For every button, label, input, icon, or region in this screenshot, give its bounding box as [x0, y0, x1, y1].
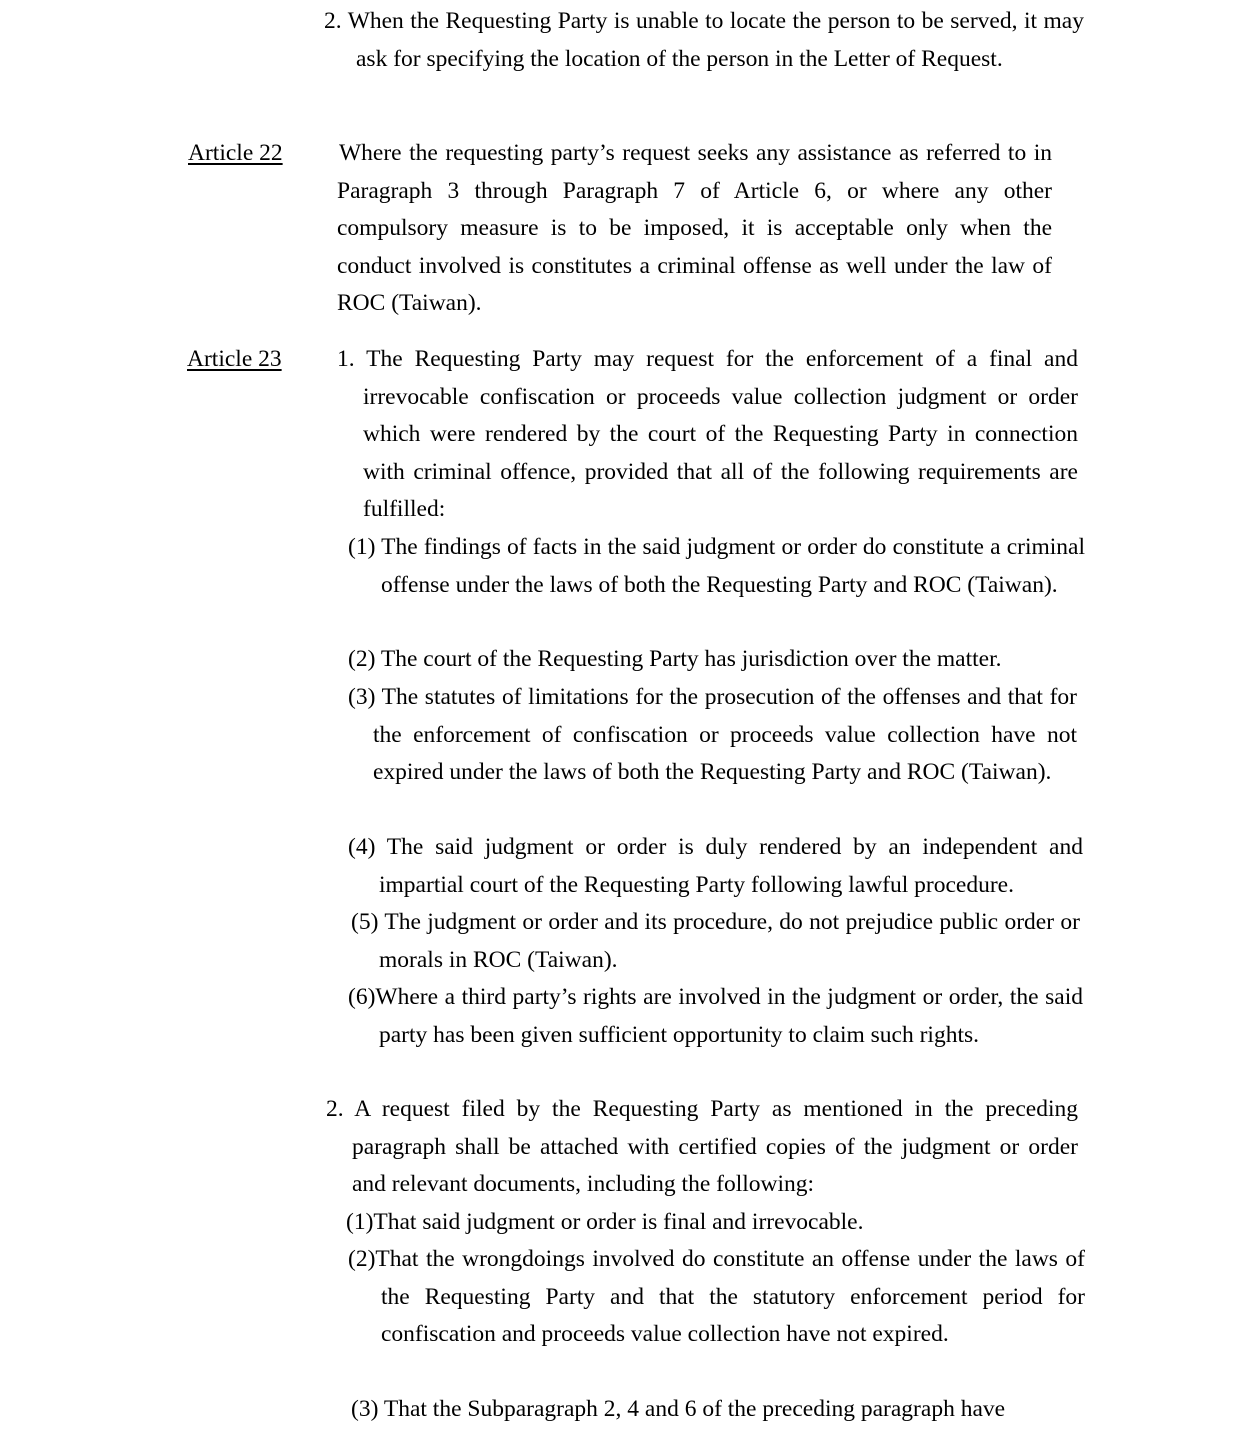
- article-23-label: Article 23: [187, 346, 282, 372]
- article-23-p2-item-3: (3) That the Subparagraph 2, 4 and 6 of the preceding paragraph have: [351, 1396, 1006, 1422]
- article-23-paragraph-2: 2. A request filed by the Requesting Party as mentioned in the preceding paragraph shall be attached with certified copies of the judgment or order and relevant documents, including the following:: [326, 1096, 1078, 1197]
- article-23-p1-item-4: (4) The said judgment or order is duly rendered by an independent and impartial court of the Requesting Party following lawful procedure.: [348, 834, 1083, 898]
- article-23-p1-item-6: (6)Where a third party’s rights are involved in the judgment or order, the said party has been given sufficient opportunity to claim such rights.: [348, 984, 1083, 1048]
- article-22-label: Article 22: [188, 140, 283, 166]
- article-23-p2-item-2: (2)That the wrongdoings involved do constitute an offense under the laws of the Requesting Party and that the statutory enforcement period for confiscation and proceeds value collection have not expired.: [348, 1246, 1085, 1347]
- article-23-p2-item-1: (1)That said judgment or order is final and irrevocable.: [346, 1209, 864, 1235]
- article-22-text: Where the requesting party’s request seeks any assistance as referred to in Paragraph 3 through Paragraph 7 of Article 6, or where any other compulsory measure is to be imposed, it is acceptable only when the conduct involved is constitutes a criminal offense as well under the law of ROC (Taiwan).: [337, 140, 1052, 316]
- article-23-p1-item-3: (3) The statutes of limitations for the prosecution of the offenses and that for the enforcement of confiscation or proceeds value collection have not expired under the laws of both the Requesting Party and ROC (Taiwan).: [348, 684, 1077, 785]
- continuation-paragraph-2: 2. When the Requesting Party is unable to locate the person to be served, it may ask for specifying the location of the person in the Letter of Request.: [324, 8, 1084, 72]
- article-23-paragraph-1: 1. The Requesting Party may request for the enforcement of a final and irrevocable confiscation or proceeds value collection judgment or order which were rendered by the court of the Requesting Party in connection with criminal offence, provided that all of the following requirements are fulfilled:: [337, 346, 1078, 522]
- article-23-p1-item-5: (5) The judgment or order and its procedure, do not prejudice public order or morals in ROC (Taiwan).: [351, 909, 1080, 973]
- article-23-p1-item-2: (2) The court of the Requesting Party has jurisdiction over the matter.: [348, 646, 1002, 672]
- article-23-p1-item-1: (1) The findings of facts in the said judgment or order do constitute a criminal offense under the laws of both the Requesting Party and ROC (Taiwan).: [348, 534, 1085, 598]
